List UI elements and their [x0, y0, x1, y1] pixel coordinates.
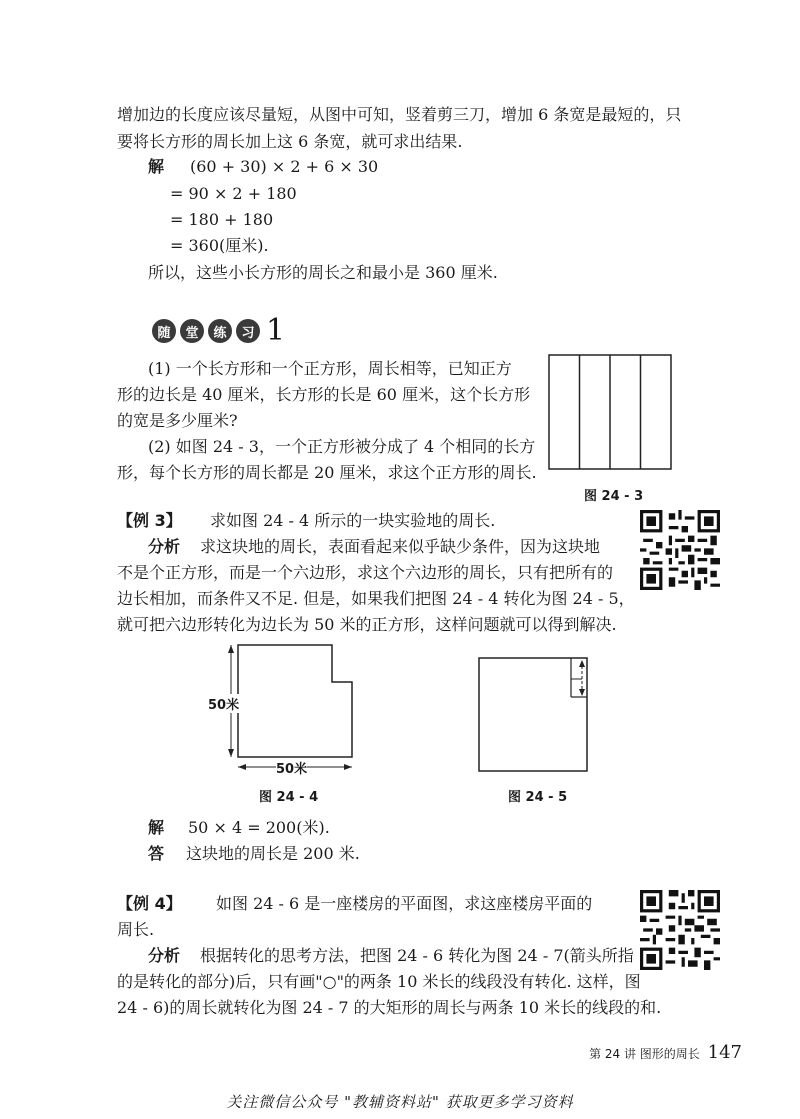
- figure-24-4-side-label: 50米: [208, 694, 239, 713]
- example-4-text: 如图 24 - 6 是一座楼房的平面图，求这座楼房平面的: [216, 894, 593, 913]
- watermark-note: 关注微信公众号 "教辅资料站" 获取更多学习资料: [226, 1093, 574, 1111]
- practice-heading: [152, 313, 286, 348]
- practice-badge: 随: [152, 319, 176, 343]
- analysis-text: 就可把六边形转化为边长为 50 米的正方形，这样问题就可以得到解决.: [117, 615, 617, 634]
- example-3-text: 求如图 24 - 4 所示的一块实验地的周长.: [210, 511, 496, 530]
- solution-text: 50 × 4 = 200(米).: [188, 818, 330, 837]
- page-footer: [589, 1042, 742, 1063]
- figure-24-5-caption: 图 24 - 5: [508, 790, 568, 805]
- qr-code-icon: [640, 890, 720, 970]
- page-number: 147: [707, 1042, 742, 1063]
- analysis-text: 边长相加，而条件又不足. 但是，如果我们把图 24 - 4 转化为图 24 - 5，: [117, 589, 635, 608]
- text-line: 要将长方形的周长加上这 6 条宽，就可求出结果.: [117, 132, 463, 151]
- analysis-text: 求这块地的周长，表面看起来似乎缺少条件，因为这块地: [200, 537, 601, 556]
- equation-line: = 90 × 2 + 180: [170, 184, 297, 203]
- equation-line: (60 + 30) × 2 + 6 × 30: [190, 157, 379, 176]
- figure-24-3-caption: 图 24 - 3: [584, 489, 644, 504]
- practice-q2: (2) 如图 24 - 3，一个正方形被分成了 4 个相同的长方: [148, 437, 536, 456]
- chapter-title: 第 24 讲 图形的周长: [589, 1047, 700, 1061]
- answer-label: 答: [148, 844, 165, 863]
- solution-label: 解: [148, 157, 165, 176]
- practice-q2: 形，每个长方形的周长都是 20 厘米，求这个正方形的周长.: [117, 463, 537, 482]
- figure-24-5: [478, 657, 590, 775]
- practice-q1: 形的边长是 40 厘米，长方形的长是 60 厘米，这个长方形: [117, 385, 531, 404]
- analysis-label: 分析: [148, 946, 181, 965]
- practice-q1: (1) 一个长方形和一个正方形，周长相等，已知正方: [148, 359, 512, 378]
- analysis-label: 分析: [148, 537, 181, 556]
- answer-text: 这块地的周长是 200 米.: [186, 844, 360, 863]
- practice-badge: 习: [236, 319, 260, 343]
- figure-24-4-caption: 图 24 - 4: [259, 790, 319, 805]
- text-line: 增加边的长度应该尽量短，从图中可知，竖着剪三刀，增加 6 条宽是最短的，只: [117, 105, 682, 124]
- example-3-label: 【例 3】: [117, 511, 182, 530]
- analysis-text: 根据转化的思考方法，把图 24 - 6 转化为图 24 - 7(箭头所指: [200, 946, 634, 965]
- practice-badge: 堂: [180, 319, 204, 343]
- figure-24-4-bottom-label: 50米: [276, 758, 307, 777]
- conclusion-text: 所以，这些小长方形的周长之和最小是 360 厘米.: [148, 263, 498, 282]
- equation-line: = 180 + 180: [170, 210, 274, 229]
- qr-code-icon: [640, 510, 720, 590]
- analysis-text: 的是转化的部分)后，只有画"○"的两条 10 米长的线段没有转化. 这样，图: [117, 972, 641, 991]
- practice-q1: 的宽是多少厘米?: [117, 411, 238, 430]
- practice-badge: 练: [208, 319, 232, 343]
- figure-24-3: [548, 354, 674, 472]
- analysis-text: 24 - 6)的周长就转化为图 24 - 7 的大矩形的周长与两条 10 米长的线段的和.: [117, 998, 662, 1017]
- analysis-text: 不是个正方形，而是一个六边形，求这个六边形的周长，只有把所有的: [117, 563, 614, 582]
- practice-number: 1: [266, 313, 286, 348]
- example-4-label: 【例 4】: [117, 894, 182, 913]
- solution-label: 解: [148, 818, 165, 837]
- equation-line: = 360(厘米).: [170, 236, 269, 255]
- example-4-text: 周长.: [117, 920, 155, 939]
